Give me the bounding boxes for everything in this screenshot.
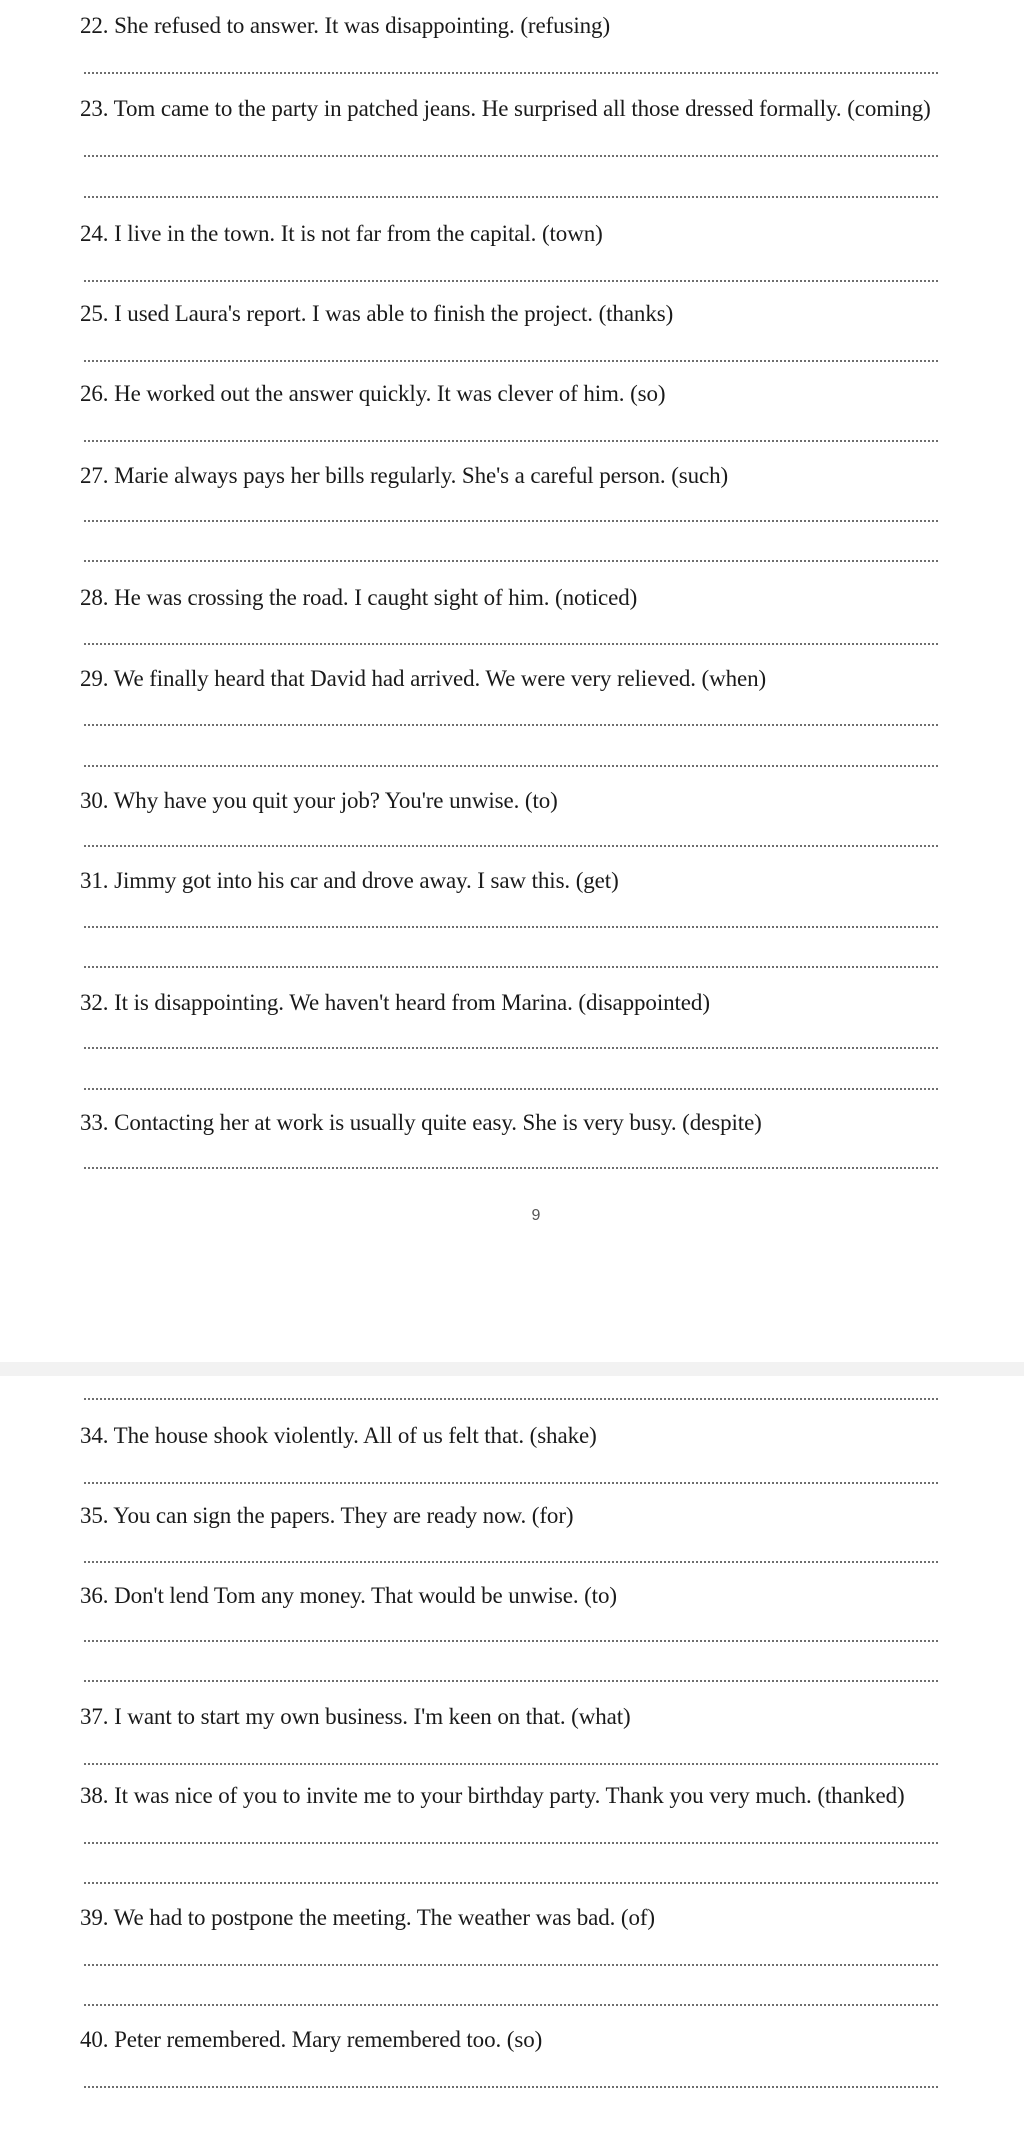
- question-25: 25. I used Laura's report. I was able to finish the project. (thanks): [80, 301, 674, 326]
- question-28: 28. He was crossing the road. I caught sight of him. (noticed): [80, 585, 638, 610]
- answer-line: [84, 1047, 938, 1049]
- question-23: 23. Tom came to the party in patched jeans. He surprised all those dressed formally. (coming): [80, 96, 931, 121]
- question-36: 36. Don't lend Tom any money. That would be unwise. (to): [80, 1583, 617, 1608]
- question-37: 37. I want to start my own business. I'm keen on that. (what): [80, 1704, 631, 1729]
- answer-line: [84, 1842, 938, 1844]
- answer-line: [84, 280, 938, 282]
- answer-line: [84, 1482, 938, 1484]
- page-break: [0, 1362, 1024, 1376]
- answer-line: [84, 926, 938, 928]
- answer-line: [84, 2004, 938, 2006]
- answer-line: [84, 155, 938, 157]
- question-24: 24. I live in the town. It is not far from the capital. (town): [80, 221, 603, 246]
- answer-line: [84, 196, 938, 198]
- answer-line: [84, 845, 938, 847]
- answer-line: [84, 1882, 938, 1884]
- answer-line: [84, 1561, 938, 1563]
- answer-line: [84, 1964, 938, 1966]
- answer-line: [84, 966, 938, 968]
- answer-line: [84, 1167, 938, 1169]
- answer-line: [84, 765, 938, 767]
- answer-line: [84, 520, 938, 522]
- answer-line: [84, 560, 938, 562]
- question-22: 22. She refused to answer. It was disappointing. (refusing): [80, 13, 611, 38]
- question-32: 32. It is disappointing. We haven't heard from Marina. (disappointed): [80, 990, 710, 1015]
- answer-line: [84, 360, 938, 362]
- answer-line: [84, 1640, 938, 1642]
- question-35: 35. You can sign the papers. They are ready now. (for): [80, 1503, 574, 1528]
- worksheet-page-10: [0, 1376, 1024, 2149]
- answer-line: [84, 2086, 938, 2088]
- answer-line: [84, 440, 938, 442]
- question-34: 34. The house shook violently. All of us felt that. (shake): [80, 1423, 597, 1448]
- answer-line: [84, 72, 938, 74]
- answer-line: [84, 1088, 938, 1090]
- answer-line: [84, 643, 938, 645]
- question-39: 39. We had to postpone the meeting. The weather was bad. (of): [80, 1905, 655, 1930]
- answer-line: [84, 724, 938, 726]
- question-30: 30. Why have you quit your job? You're unwise. (to): [80, 788, 558, 813]
- answer-line: [84, 1680, 938, 1682]
- page-number: 9: [531, 1207, 541, 1224]
- question-40: 40. Peter remembered. Mary remembered too. (so): [80, 2027, 543, 2052]
- question-33: 33. Contacting her at work is usually quite easy. She is very busy. (despite): [80, 1110, 762, 1135]
- answer-line: [84, 1763, 938, 1765]
- question-27: 27. Marie always pays her bills regularly. She's a careful person. (such): [80, 463, 729, 488]
- question-29: 29. We finally heard that David had arrived. We were very relieved. (when): [80, 666, 767, 691]
- question-38: 38. It was nice of you to invite me to your birthday party. Thank you very much. (thanked): [80, 1783, 905, 1808]
- answer-line: [84, 1398, 938, 1400]
- question-26: 26. He worked out the answer quickly. It was clever of him. (so): [80, 381, 666, 406]
- question-31: 31. Jimmy got into his car and drove away. I saw this. (get): [80, 868, 619, 893]
